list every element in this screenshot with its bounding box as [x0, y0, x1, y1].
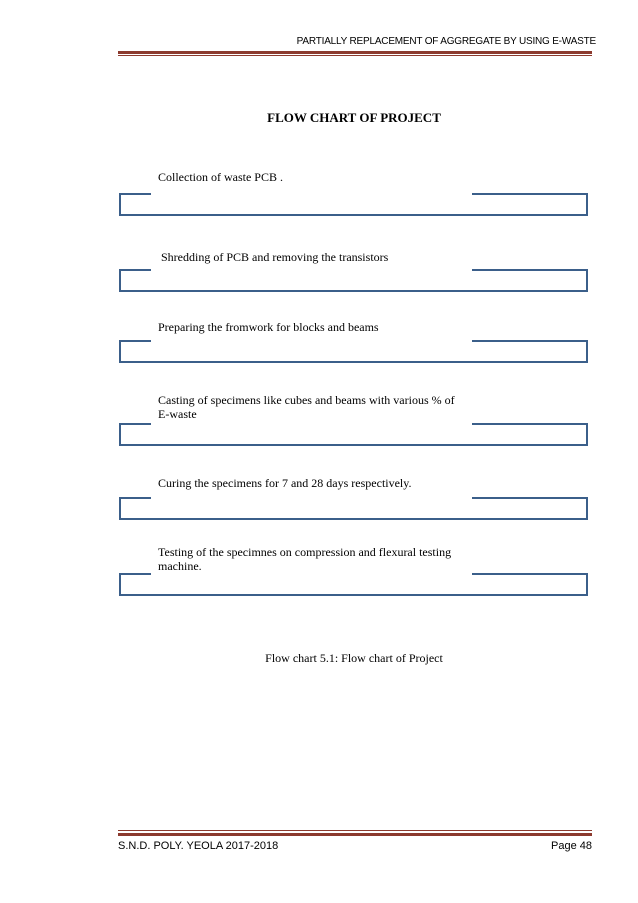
footer-page-number: Page 48: [551, 840, 592, 852]
step-box-edge: [119, 269, 151, 271]
header-rule-thick: [118, 51, 592, 54]
step-6-text: Testing of the specimnes on compression and flexural testing machine.: [158, 545, 452, 573]
figure-caption: [0, 651, 638, 666]
step-4-box: [119, 423, 588, 446]
step-box-edge: [472, 193, 588, 195]
step-5-text: Curing the specimens for 7 and 28 days respectively.: [158, 476, 412, 490]
header-rule-thin: [118, 55, 592, 56]
figure-caption-text: Flow chart 5.1: Flow chart of Project: [265, 651, 443, 665]
page-heading-text: FLOW CHART OF PROJECT: [267, 110, 441, 125]
step-3-box: [119, 340, 588, 363]
step-3-text: Preparing the fromwork for blocks and beams: [158, 320, 379, 334]
step-5-box: [119, 497, 588, 520]
step-box-edge: [119, 497, 151, 499]
step-1-box: [119, 193, 588, 216]
step-4-text: Casting of specimens like cubes and beams with various % of E-waste: [158, 393, 455, 421]
step-box-edge: [119, 573, 151, 575]
step-box-edge: [472, 573, 588, 575]
step-1-text: Collection of waste PCB .: [158, 170, 283, 184]
footer-rule-thick: [118, 833, 592, 836]
footer-institution: S.N.D. POLY. YEOLA 2017-2018: [118, 840, 279, 852]
step-box-edge: [472, 423, 588, 425]
header-title: PARTIALLY REPLACEMENT OF AGGREGATE BY USING E-WASTE: [296, 36, 596, 47]
step-box-edge: [119, 423, 151, 425]
step-box-edge: [119, 193, 151, 195]
step-box-edge: [472, 340, 588, 342]
step-2-text: Shredding of PCB and removing the transistors: [161, 250, 389, 264]
step-6-box: [119, 573, 588, 596]
page-heading: [0, 110, 638, 126]
step-2-box: [119, 269, 588, 292]
step-box-edge: [472, 269, 588, 271]
step-box-edge: [119, 340, 151, 342]
footer-rule-thin: [118, 830, 592, 831]
step-box-edge: [472, 497, 588, 499]
